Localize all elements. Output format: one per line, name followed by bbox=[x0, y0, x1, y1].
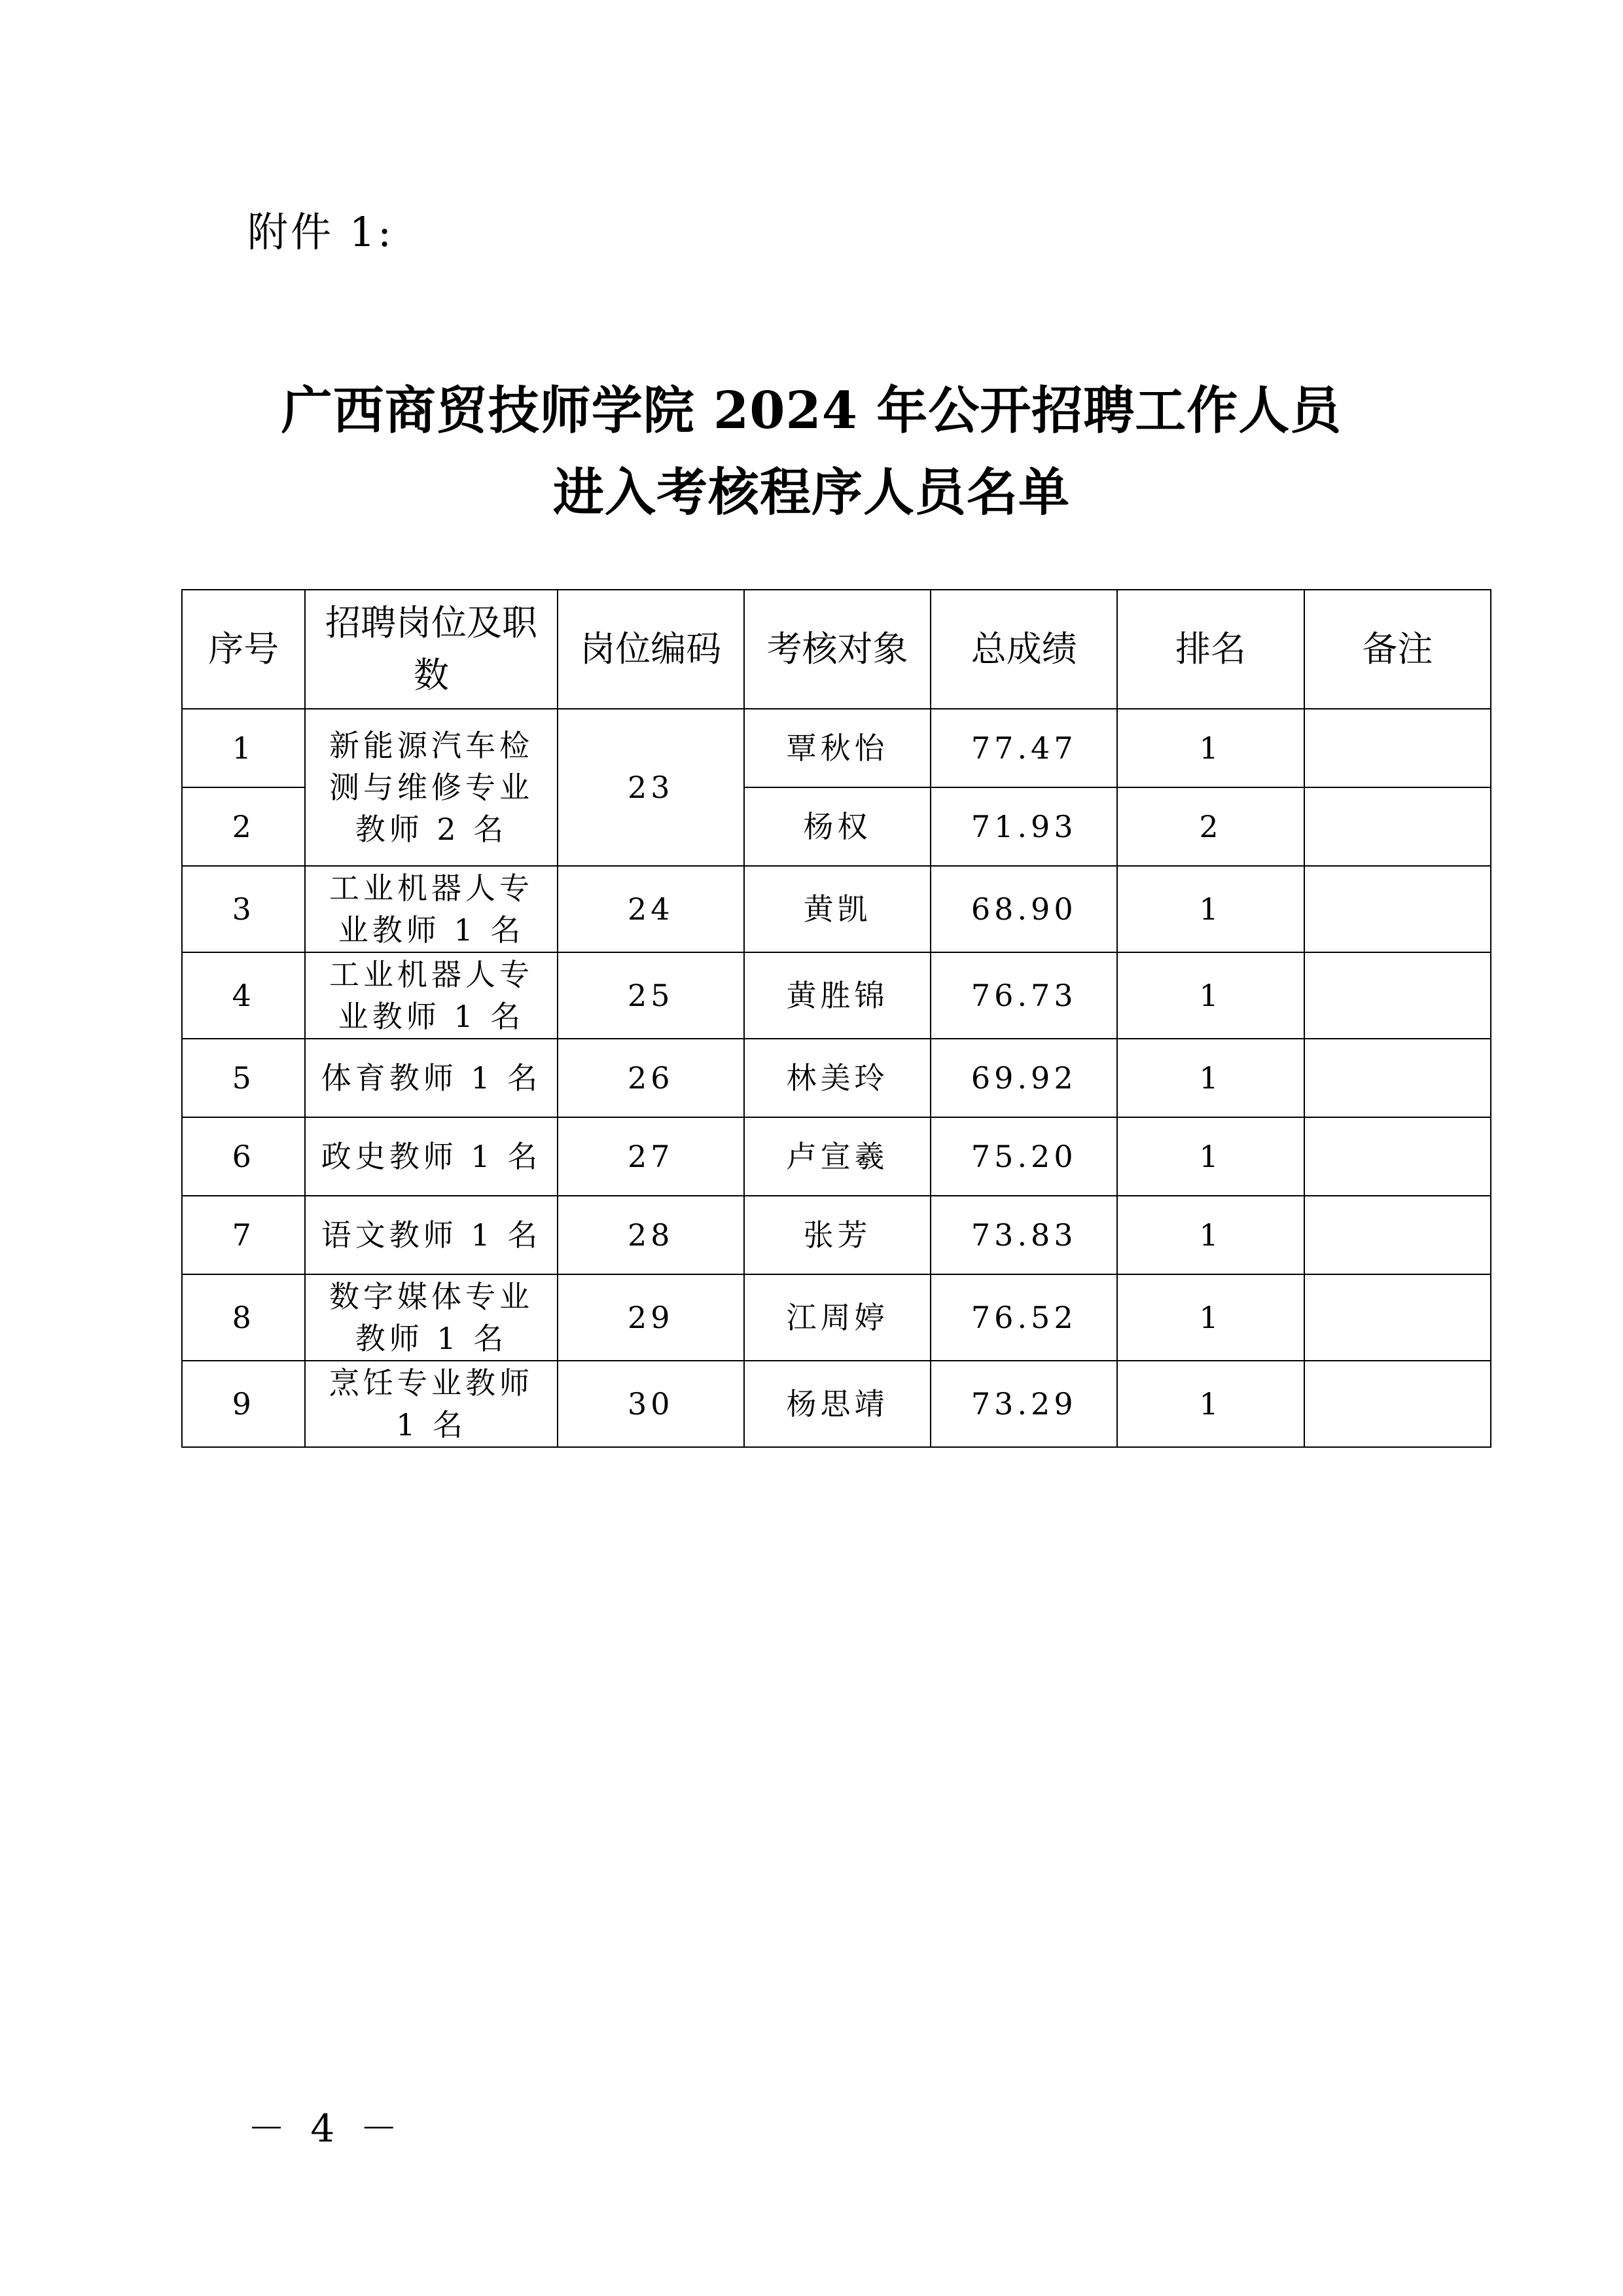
cell-score: 69.92 bbox=[931, 1039, 1117, 1117]
cell-code: 28 bbox=[558, 1196, 744, 1274]
cell-note bbox=[1304, 866, 1491, 952]
cell-position: 政史教师 1 名 bbox=[305, 1117, 557, 1196]
cell-rank: 2 bbox=[1117, 787, 1304, 866]
page-number: － 4 － bbox=[247, 2106, 404, 2151]
cell-code: 27 bbox=[558, 1117, 744, 1196]
table-row bbox=[182, 1117, 1491, 1196]
cell-name: 黄凯 bbox=[744, 866, 931, 952]
header-position: 招聘岗位及职数 bbox=[305, 590, 557, 709]
cell-no: 7 bbox=[182, 1196, 305, 1274]
cell-note bbox=[1304, 709, 1491, 787]
cell-score: 76.52 bbox=[931, 1274, 1117, 1361]
header-score: 总成绩 bbox=[931, 590, 1117, 709]
cell-score: 76.73 bbox=[931, 952, 1117, 1039]
cell-code: 29 bbox=[558, 1274, 744, 1361]
cell-code: 25 bbox=[558, 952, 744, 1039]
cell-rank: 1 bbox=[1117, 709, 1304, 787]
cell-name: 卢宣羲 bbox=[744, 1117, 931, 1196]
cell-note bbox=[1304, 1361, 1491, 1447]
header-code: 岗位编码 bbox=[558, 590, 744, 709]
cell-score: 73.83 bbox=[931, 1196, 1117, 1274]
cell-rank: 1 bbox=[1117, 1039, 1304, 1117]
cell-no: 3 bbox=[182, 866, 305, 952]
cell-position: 语文教师 1 名 bbox=[305, 1196, 557, 1274]
table-body bbox=[182, 709, 1491, 1447]
cell-name: 黄胜锦 bbox=[744, 952, 931, 1039]
cell-position: 工业机器人专业教师 1 名 bbox=[305, 866, 557, 952]
cell-code: 26 bbox=[558, 1039, 744, 1117]
cell-score: 77.47 bbox=[931, 709, 1117, 787]
cell-rank: 1 bbox=[1117, 866, 1304, 952]
cell-rank: 1 bbox=[1117, 1361, 1304, 1447]
cell-rank: 1 bbox=[1117, 952, 1304, 1039]
cell-name: 杨权 bbox=[744, 787, 931, 866]
title-line-2: 进入考核程序人员名单 bbox=[552, 463, 1070, 522]
cell-no: 5 bbox=[182, 1039, 305, 1117]
header-no: 序号 bbox=[182, 590, 305, 709]
cell-name: 张芳 bbox=[744, 1196, 931, 1274]
cell-position: 烹饪专业教师 1 名 bbox=[305, 1361, 557, 1447]
cell-note bbox=[1304, 952, 1491, 1039]
cell-no: 9 bbox=[182, 1361, 305, 1447]
table-header-row bbox=[182, 590, 1491, 709]
cell-name: 江周婷 bbox=[744, 1274, 931, 1361]
table-row bbox=[182, 1039, 1491, 1117]
candidate-table bbox=[181, 589, 1491, 1448]
cell-rank: 1 bbox=[1117, 1274, 1304, 1361]
cell-note bbox=[1304, 1039, 1491, 1117]
cell-position: 工业机器人专业教师 1 名 bbox=[305, 952, 557, 1039]
cell-code: 24 bbox=[558, 866, 744, 952]
cell-no: 1 bbox=[182, 709, 305, 787]
cell-code: 30 bbox=[558, 1361, 744, 1447]
cell-rank: 1 bbox=[1117, 1196, 1304, 1274]
header-note: 备注 bbox=[1304, 590, 1491, 709]
title-line-1: 广西商贸技师学院 2024 年公开招聘工作人员 bbox=[281, 381, 1342, 440]
attachment-label: 附件 1: bbox=[247, 208, 395, 256]
cell-no: 8 bbox=[182, 1274, 305, 1361]
cell-position: 数字媒体专业教师 1 名 bbox=[305, 1274, 557, 1361]
cell-note bbox=[1304, 1196, 1491, 1274]
cell-position: 体育教师 1 名 bbox=[305, 1039, 557, 1117]
cell-note bbox=[1304, 1274, 1491, 1361]
cell-name: 林美玲 bbox=[744, 1039, 931, 1117]
table-row bbox=[182, 709, 1491, 787]
cell-name: 覃秋怡 bbox=[744, 709, 931, 787]
cell-score: 71.93 bbox=[931, 787, 1117, 866]
cell-no: 2 bbox=[182, 787, 305, 866]
cell-score: 73.29 bbox=[931, 1361, 1117, 1447]
cell-note bbox=[1304, 1117, 1491, 1196]
table-row bbox=[182, 952, 1491, 1039]
table-row bbox=[182, 866, 1491, 952]
cell-code: 23 bbox=[558, 709, 744, 866]
cell-note bbox=[1304, 787, 1491, 866]
cell-no: 4 bbox=[182, 952, 305, 1039]
document-title bbox=[0, 370, 1623, 533]
table-row bbox=[182, 1196, 1491, 1274]
cell-position: 新能源汽车检测与维修专业教师 2 名 bbox=[305, 709, 557, 866]
cell-score: 75.20 bbox=[931, 1117, 1117, 1196]
cell-rank: 1 bbox=[1117, 1117, 1304, 1196]
header-name: 考核对象 bbox=[744, 590, 931, 709]
table-row bbox=[182, 1361, 1491, 1447]
cell-score: 68.90 bbox=[931, 866, 1117, 952]
cell-no: 6 bbox=[182, 1117, 305, 1196]
cell-name: 杨思靖 bbox=[744, 1361, 931, 1447]
header-rank: 排名 bbox=[1117, 590, 1304, 709]
table-row bbox=[182, 1274, 1491, 1361]
